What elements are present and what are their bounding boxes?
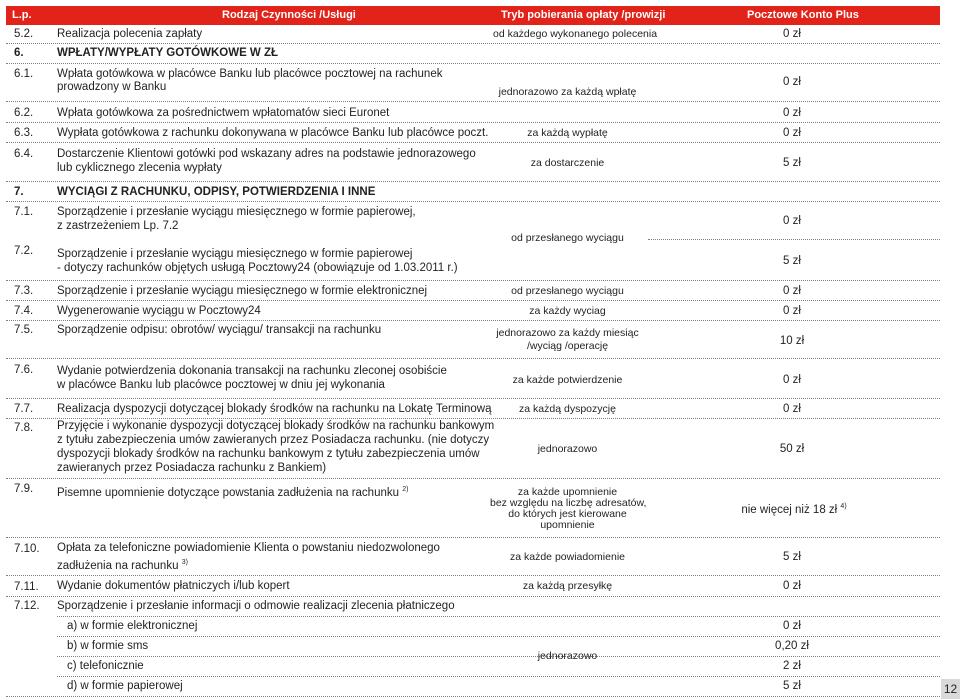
row-description: z tytułu zabezpieczenia umów zawieranych przez Posiadacza rachunku. (nie dotyczy	[57, 434, 490, 446]
row-mode: do których jest kierowane	[508, 508, 627, 520]
row-divider	[6, 43, 940, 44]
row-fee: 0 zł	[783, 580, 801, 592]
row-number: 7.1.	[14, 206, 34, 218]
row-divider	[6, 478, 940, 479]
row-mode: za każdą przesyłkę	[522, 580, 613, 592]
row-fee: 0 zł	[783, 305, 801, 317]
row-divider	[6, 596, 940, 597]
row-fee: 5 zł	[783, 157, 801, 169]
row-mode: za każde upomnienie	[517, 486, 618, 498]
row-mode: za każdy wyciag	[529, 305, 606, 317]
row-mode: za każdą dyspozycję	[519, 403, 616, 415]
row-number: 6.1.	[14, 68, 34, 80]
row-divider	[6, 201, 940, 202]
row-divider	[6, 575, 940, 576]
row-description: Przyjęcie i wykonanie dyspozycji dotyczącej blokady środków na rachunku bankowym	[57, 420, 495, 432]
row-description: Sporządzenie i przesłanie wyciągu miesięcznego w formie papierowej,	[57, 206, 416, 218]
row-mode: za każdą wypłatę	[527, 127, 608, 139]
row-divider	[6, 63, 940, 64]
row-divider	[6, 537, 940, 538]
row-fee: 0 zł	[783, 76, 801, 88]
row-fee: nie więcej niż 18 zł $^{4)}$	[741, 503, 847, 516]
row-description: prowadzony w Banku	[57, 81, 167, 93]
row-divider	[6, 142, 940, 143]
sub-item-fee: 5 zł	[783, 680, 801, 692]
row-description: zawieranych przez Posiadacza rachunku z Bankiem)	[57, 462, 327, 474]
row-number: 7.7.	[14, 403, 34, 415]
row-number: 7.6.	[14, 364, 34, 376]
section-title: WYCIĄGI Z RACHUNKU, ODPISY, POTWIERDZENIA I INNE	[57, 186, 376, 198]
row-divider	[6, 358, 940, 359]
row-description: Sporządzenie odpisu: obrotów/ wyciągu/ transakcji na rachunku	[57, 324, 382, 336]
table-header	[6, 6, 940, 25]
row-divider	[57, 616, 940, 617]
row-description: Wydanie potwierdzenia dokonania transakcji na rachunku zleconej osobiście	[57, 365, 447, 377]
row-description: Pisemne upomnienie dotyczące powstania zadłużenia na rachunku $^{2)}$	[57, 486, 409, 499]
row-description: Sporządzenie i przesłanie wyciągu miesięcznego w formie elektronicznej	[57, 285, 428, 297]
sub-item-label: d) w formie papierowej	[67, 680, 183, 692]
header-lp: L.p.	[12, 9, 32, 21]
row-description: zadłużenia na rachunku $^{3)}$	[57, 559, 188, 572]
sub-item-label: c) telefonicznie	[67, 660, 144, 672]
sub-item-fee: 2 zł	[783, 660, 801, 672]
row-description: Realizacja polecenia zapłaty	[57, 28, 203, 40]
row-fee: 5 zł	[783, 255, 801, 267]
section-number: 7.	[14, 186, 24, 198]
row-description: Wpłata gotówkowa w placówce Banku lub placówce pocztowej na rachunek	[57, 68, 443, 80]
sub-item-fee: 0 zł	[783, 620, 801, 632]
row-divider	[6, 280, 940, 281]
row-number: 7.10.	[14, 543, 40, 555]
row-mode: /wyciąg /operację	[526, 340, 609, 352]
row-description: lub cyklicznego zlecenia wypłaty	[57, 162, 222, 174]
row-description: Realizacja dyspozycji dotyczącej blokady środków na rachunku na Lokatę Terminową	[57, 403, 492, 415]
row-description: dyspozycji blokady środków na rachunku bankowym z tytułu zabezpieczenia umów	[57, 448, 480, 460]
row-fee: 10 zł	[779, 335, 805, 347]
row-description: Wydanie dokumentów płatniczych i/lub kopert	[57, 580, 290, 592]
row-description: Dostarczenie Klientowi gotówki pod wskazany adres na podstawie jednorazowego	[57, 148, 476, 160]
row-divider	[57, 676, 940, 677]
row-mode: za dostarczenie	[530, 157, 605, 169]
row-description: Wpłata gotówkowa za pośrednictwem wpłatomatów sieci Euronet	[57, 107, 390, 119]
row-mode: jednorazowo	[537, 443, 598, 455]
header-fee: Pocztowe Konto Plus	[747, 9, 859, 21]
row-divider	[57, 636, 940, 637]
row-mode: od każdego wykonanego polecenia	[493, 28, 658, 40]
row-mode: za każde powiadomienie	[510, 551, 625, 563]
row-fee: 0 zł	[783, 403, 801, 415]
footnote-ref: 4)	[840, 503, 847, 510]
row-number: 7.12.	[14, 600, 40, 612]
row-mode: jednorazowo za każdy miesiąc	[496, 327, 639, 339]
row-mode: od przesłanego wyciągu	[511, 285, 624, 297]
header-mode: Tryb pobierania opłaty /prowizji	[501, 9, 666, 21]
row-divider	[6, 181, 940, 182]
row-fee: 0 zł	[783, 374, 801, 386]
row-description: Wygenerowanie wyciągu w Pocztowy24	[57, 305, 261, 317]
row-number: 5.2.	[14, 28, 34, 40]
row-divider	[648, 239, 940, 240]
row-description: Sporządzenie i przesłanie informacji o odmowie realizacji zlecenia płatniczego	[57, 600, 455, 612]
row-fee: 5 zł	[783, 551, 801, 563]
row-mode: bez względu na liczbę adresatów,	[490, 497, 647, 509]
row-number: 6.4.	[14, 148, 34, 160]
row-description: Sporządzenie i przesłanie wyciągu miesięcznego w formie papierowej	[57, 248, 413, 260]
row-divider	[6, 418, 940, 419]
row-fee: 0 zł	[783, 285, 801, 297]
row-number: 7.9.	[14, 483, 34, 495]
row-divider	[6, 122, 940, 123]
sub-item-fee: 0,20 zł	[775, 640, 809, 652]
header-service: Rodzaj Czynności /Usługi	[222, 9, 356, 21]
row-fee: 0 zł	[783, 127, 801, 139]
row-number: 6.2.	[14, 107, 34, 119]
row-number: 7.8.	[14, 422, 34, 434]
row-number: 7.5.	[14, 324, 34, 336]
row-mode: upomnienie	[540, 519, 595, 531]
row-number: 6.3.	[14, 127, 34, 139]
section-title: WPŁATY/WYPŁATY GOTÓWKOWE W ZŁ	[57, 47, 279, 59]
row-fee: 0 zł	[783, 215, 801, 227]
row-description: w placówce Banku lub placówce pocztowej w dniu jej wykonania	[57, 379, 385, 391]
row-divider	[6, 320, 940, 321]
row-mode: jednorazowo	[537, 650, 598, 662]
row-description: z zastrzeżeniem Lp. 7.2	[57, 220, 179, 232]
row-fee: 0 zł	[783, 28, 801, 40]
row-number: 7.2.	[14, 245, 34, 257]
row-number: 7.11.	[14, 581, 39, 593]
sub-item-label: b) w formie sms	[67, 640, 149, 652]
row-fee: 50 zł	[779, 443, 805, 455]
row-number: 7.3.	[14, 285, 34, 297]
row-divider	[6, 101, 940, 102]
row-description: Opłata za telefoniczne powiadomienie Klienta o powstaniu niedozwolonego	[57, 542, 440, 554]
row-mode: jednorazowo za każdą wpłatę	[498, 86, 637, 98]
section-number: 6.	[14, 47, 24, 59]
page-number: 12	[941, 679, 960, 699]
footnote-ref: 3)	[181, 559, 188, 566]
row-description: - dotyczy rachunków objętych usługą Pocztowy24 (obowiązuje od 1.03.2011 r.)	[57, 262, 458, 274]
row-divider	[6, 696, 940, 697]
row-mode: od przesłanego wyciągu	[511, 232, 624, 244]
row-mode: za każde potwierdzenie	[512, 374, 623, 386]
row-description: Wypłata gotówkowa z rachunku dokonywana w placówce Banku lub placówce poczt.	[57, 127, 489, 139]
row-divider	[6, 398, 940, 399]
sub-item-label: a) w formie elektronicznej	[67, 620, 198, 632]
row-divider	[6, 300, 940, 301]
row-number: 7.4.	[14, 305, 34, 317]
row-fee: 0 zł	[783, 107, 801, 119]
footnote-ref: 2)	[402, 486, 409, 493]
